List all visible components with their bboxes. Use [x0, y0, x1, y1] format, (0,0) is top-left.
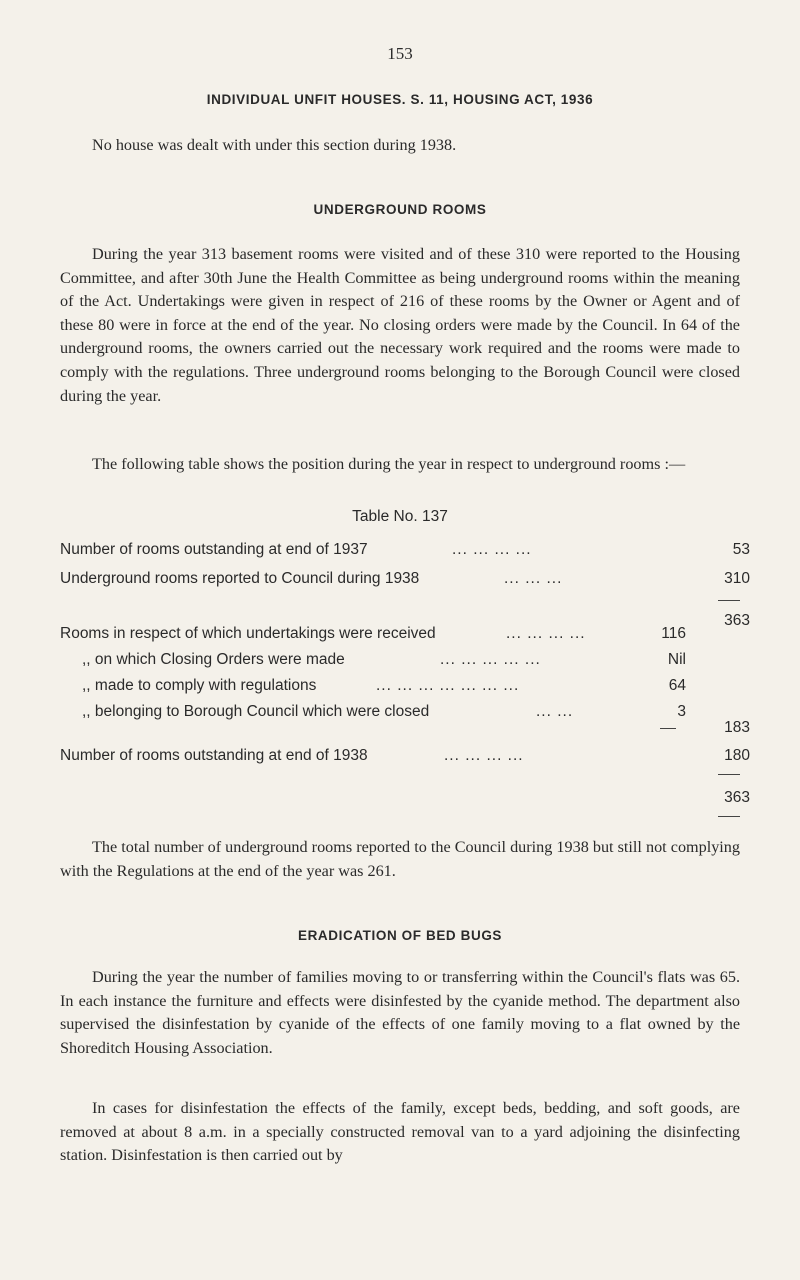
row-label: ,, made to comply with regulations — [82, 677, 317, 694]
table-row — [60, 541, 750, 563]
row-sub-value: Nil — [667, 651, 686, 668]
row-value: 310 — [724, 570, 750, 587]
underground-rooms-paragraph-3: The total number of underground rooms reported to the Council during 1938 but still not complying with the Regulations at the end of the year was 261. — [60, 838, 740, 880]
table-row — [60, 789, 750, 811]
row-label: Underground rooms reported to Council during 1938 — [60, 570, 420, 587]
row-label: Number of rooms outstanding at end of 1938 — [60, 747, 368, 764]
row-leader: ... ... ... ... — [444, 747, 524, 764]
total-rule-bottom — [718, 816, 740, 817]
table-row — [60, 570, 750, 592]
heading-underground-rooms: UNDERGROUND ROOMS — [313, 202, 487, 217]
row-label: Rooms in respect of which undertakings were received — [60, 625, 436, 642]
row-leader: ... ... ... ... ... ... ... — [376, 677, 520, 694]
row-value: 363 — [724, 789, 750, 806]
bed-bugs-paragraph-1: During the year the number of families moving to or transferring within the Council's flats was 65. In each instance the furniture and effects were disinfested by the cyanide method. The department also supervised the disinfestation by cyanide of the effects of one family moving to a flat owned by the Shoreditch Housing Association. — [60, 968, 740, 1057]
row-sub-value: 64 — [668, 677, 686, 694]
page-number: 153 — [387, 44, 413, 63]
underground-rooms-paragraph-2: The following table shows the position during the year in respect to underground rooms :— — [92, 455, 686, 473]
row-leader: ... ... ... ... — [506, 625, 586, 642]
subtotal-rule — [718, 600, 740, 601]
underground-rooms-paragraph-1: During the year 313 basement rooms were visited and of these 310 were reported to the Housing Committee, and after 30th June the Health Committee as being underground rooms within the meaning of the Act. Undertakings were given in respect of 216 of these rooms by the Owner or Agent and of these 80 were in force at the end of the year. No closing orders were made by the Council. In 64 of the underground rooms, the owners carried out the necessary work required and the rooms were made to comply with the regulations. Three underground rooms belonging to the Borough Council were closed during the year. — [60, 245, 740, 405]
row-leader: ... ... ... ... — [452, 541, 532, 558]
table-row — [60, 625, 750, 647]
table-row — [60, 651, 750, 673]
row-leader: ... ... — [536, 703, 574, 720]
row-value: 180 — [724, 747, 750, 764]
row-leader: ... ... ... — [504, 570, 563, 587]
row-value: 363 — [724, 612, 750, 629]
row-label: ,, on which Closing Orders were made — [82, 651, 345, 668]
bed-bugs-paragraph-2: In cases for disinfestation the effects of the family, except beds, bedding, and soft goods, are removed at about 8 a.m. in a specially constructed removal van to a yard adjoining the disinfecting station. Disinfestation is then carried out by — [60, 1099, 740, 1165]
heading-eradication-of-bed-bugs: ERADICATION OF BED BUGS — [297, 928, 503, 943]
table-title: Table No. 137 — [352, 508, 448, 525]
row-label: ,, belonging to Borough Council which were closed — [82, 703, 430, 720]
table-row — [60, 677, 750, 699]
table-row — [60, 747, 750, 769]
row-sub-value: 116 — [661, 625, 686, 642]
row-label: Number of rooms outstanding at end of 1937 — [60, 541, 368, 558]
row-sub-value: 3 — [677, 703, 686, 720]
total-rule-top — [718, 774, 740, 775]
row-value: 53 — [732, 541, 750, 558]
row-value: 183 — [724, 719, 750, 736]
heading-individual-unfit-houses: INDIVIDUAL UNFIT HOUSES. S. 11, HOUSING ACT, 1936 — [206, 92, 594, 107]
table-row — [60, 719, 750, 741]
row-leader: ... ... ... ... ... — [440, 651, 541, 668]
individual-unfit-text: No house was dealt with under this section during 1938. — [92, 136, 457, 154]
